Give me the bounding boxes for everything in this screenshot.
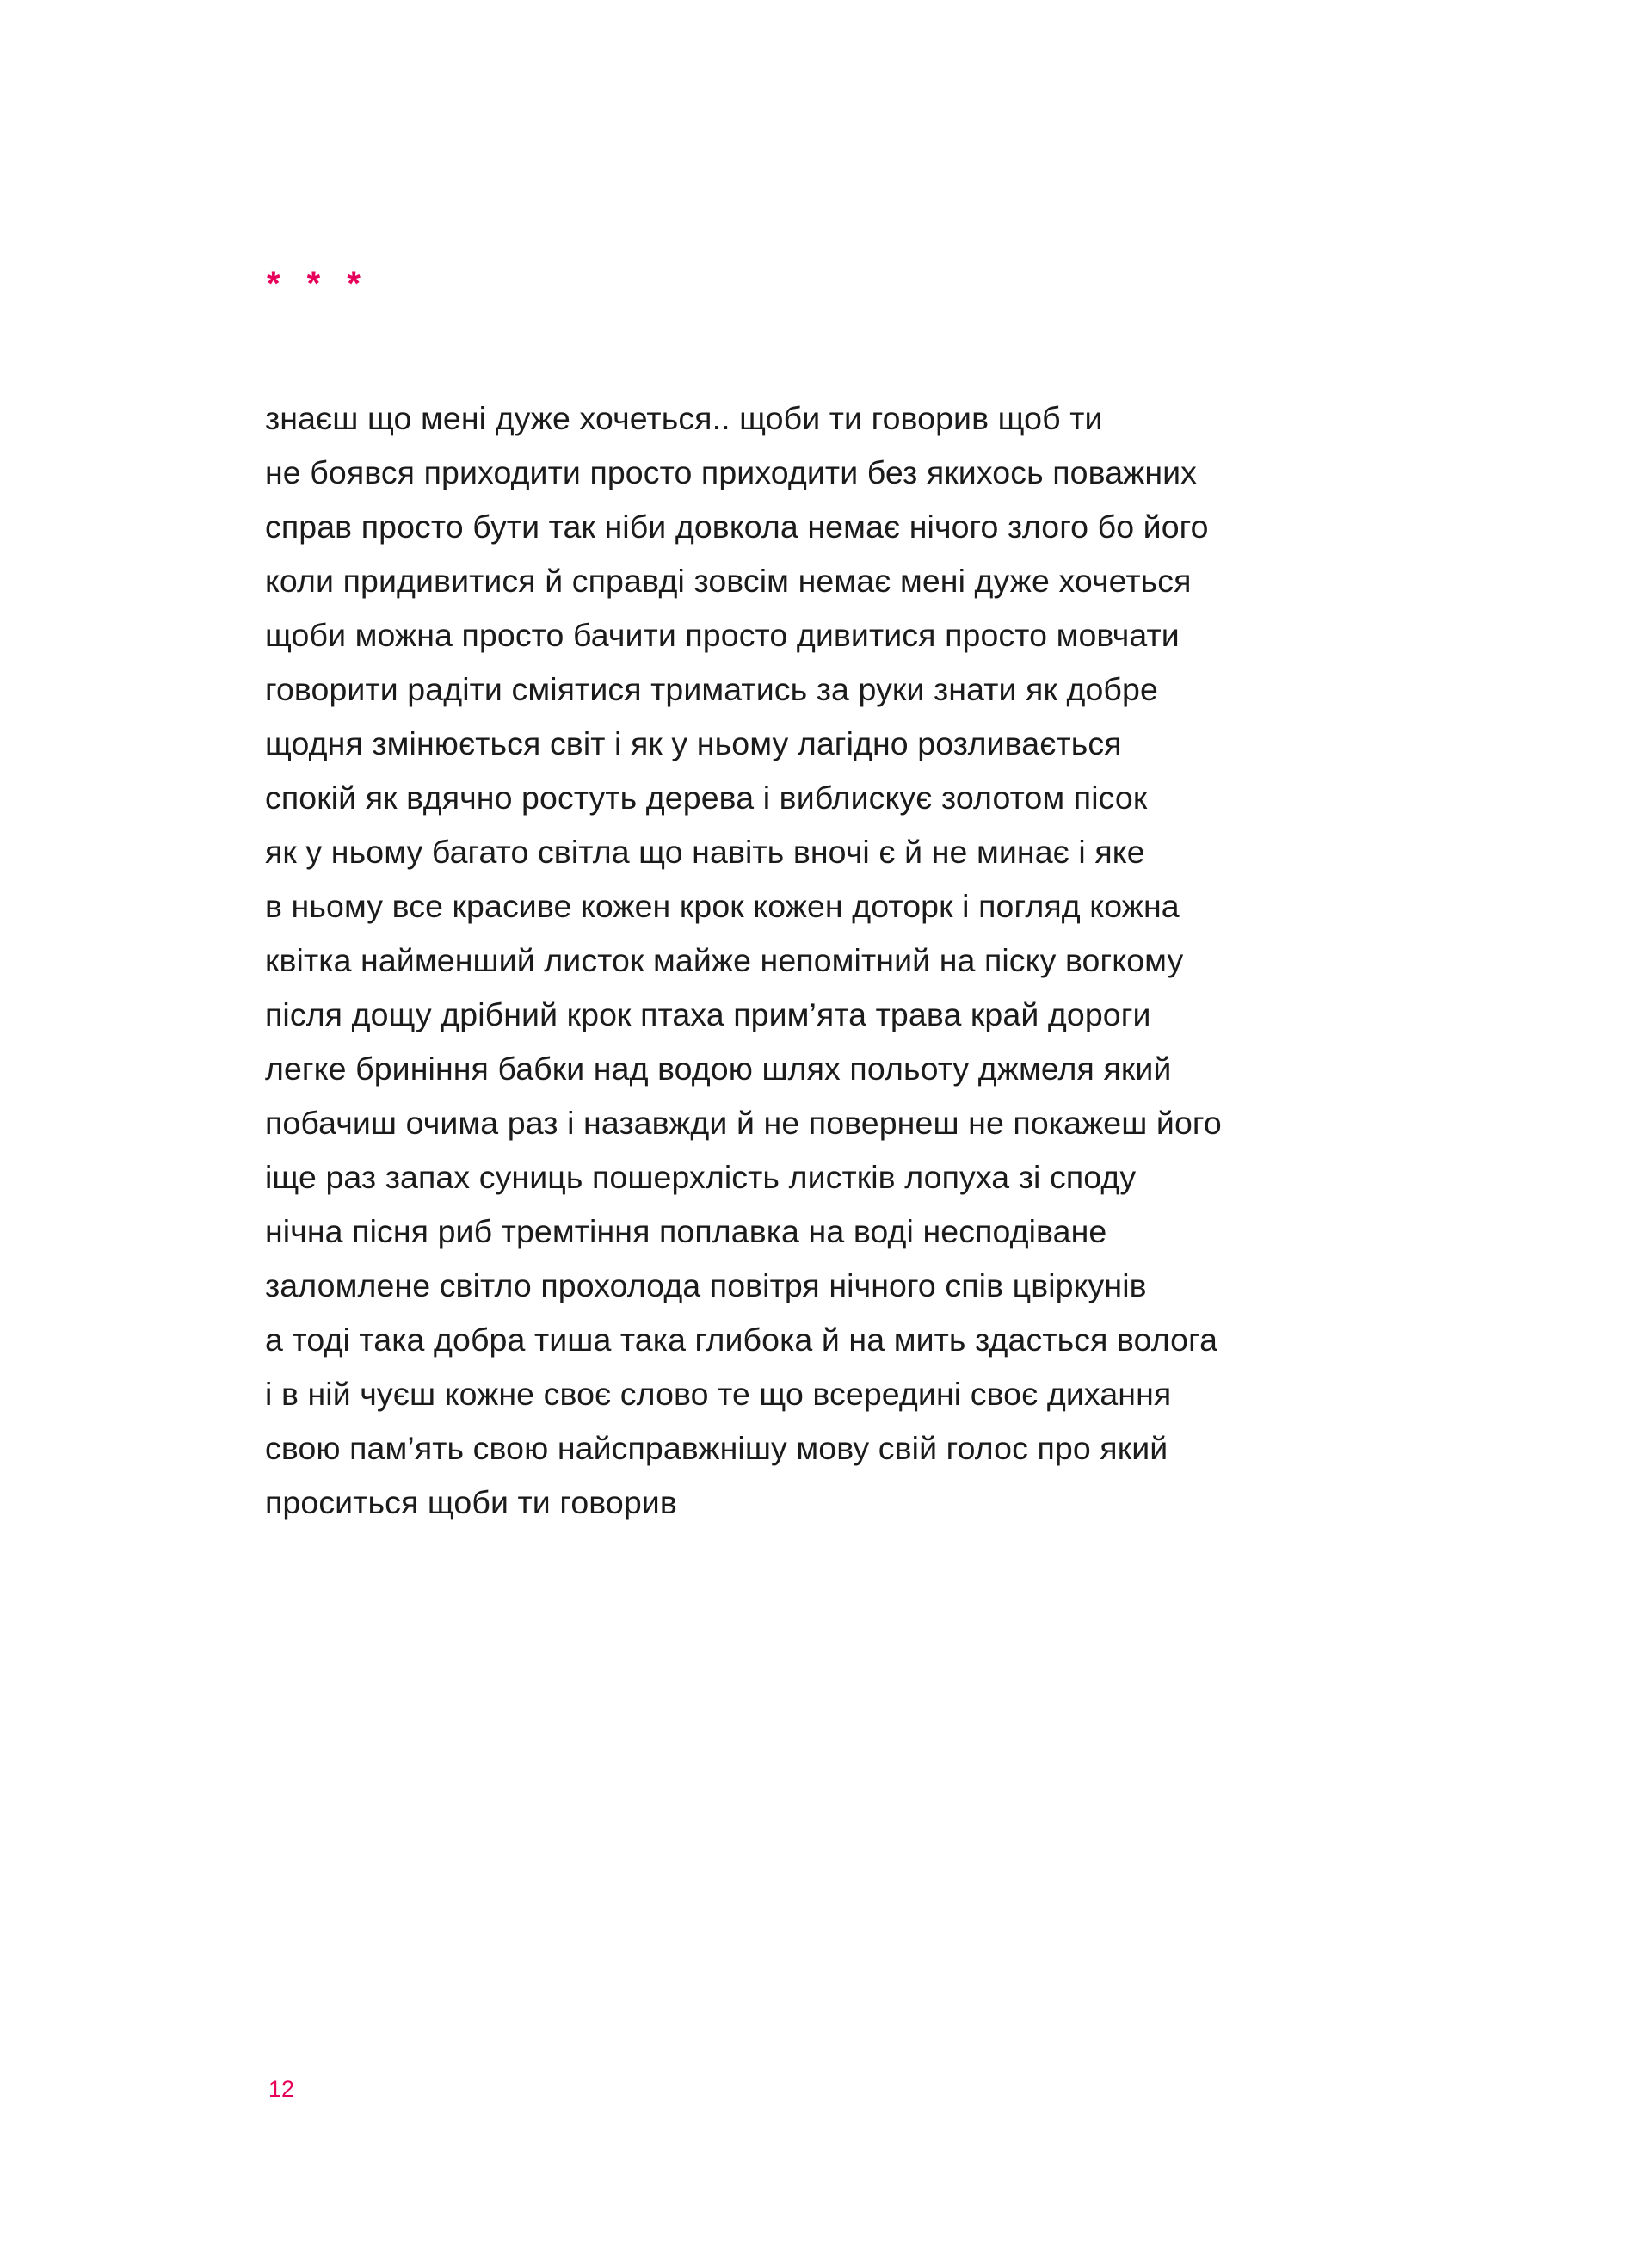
poem-line: іще раз запах суниць пошерхлість листків лопуха зі споду bbox=[265, 1159, 1137, 1195]
poem-line: легке бриніння бабки над водою шлях польоту джмеля який bbox=[265, 1051, 1172, 1087]
poem-line: після дощу дрібний крок птаха прим’ята трава край дороги bbox=[265, 996, 1151, 1032]
poem-line: знаєш що мені дуже хочеться.. щоби ти говорив щоб ти bbox=[265, 400, 1103, 436]
poem-line: проситься щоби ти говорив bbox=[265, 1484, 677, 1520]
poem-line: говорити радіти сміятися триматись за руки знати як добре bbox=[265, 671, 1158, 707]
poem-line: побачиш очима раз і назавжди й не повернеш не покажеш його bbox=[265, 1105, 1222, 1141]
poem-line: в ньому все красиве кожен крок кожен доторк і погляд кожна bbox=[265, 888, 1180, 924]
poem-line: коли придивитися й справді зовсім немає мені дуже хочеться bbox=[265, 563, 1192, 599]
poem-line: щодня змінюється світ і як у ньому лагідно розливається bbox=[265, 725, 1122, 761]
poem-line: і в ній чуєш кожне своє слово те що всередині своє дихання bbox=[265, 1376, 1172, 1412]
page-number: 12 bbox=[268, 2076, 295, 2102]
poem-line: як у ньому багато світла що навіть вночі є й не минає і яке bbox=[265, 834, 1145, 870]
poem-line: справ просто бути так ніби довкола немає нічого злого бо його bbox=[265, 508, 1209, 545]
section-separator: * * * bbox=[267, 265, 369, 303]
poem-line: свою пам’ять свою найсправжнішу мову свій голос про який bbox=[265, 1430, 1168, 1466]
poem-line: заломлене світло прохолода повітря нічного спів цвіркунів bbox=[265, 1267, 1147, 1303]
poem-line: квітка найменший листок майже непомітний на піску вогкому bbox=[265, 942, 1184, 978]
poem-line: щоби можна просто бачити просто дивитися просто мовчати bbox=[265, 617, 1180, 653]
poem-line: а тоді така добра тиша така глибока й на мить здасться волога bbox=[265, 1322, 1218, 1358]
poem-text bbox=[265, 391, 1470, 1530]
poem-line: не боявся приходити просто приходити без якихось поважних bbox=[265, 454, 1198, 490]
poem-line: нічна пісня риб тремтіння поплавка на воді несподіване bbox=[265, 1213, 1107, 1249]
poem-line: спокій як вдячно ростуть дерева і виблискує золотом пісок bbox=[265, 780, 1148, 816]
